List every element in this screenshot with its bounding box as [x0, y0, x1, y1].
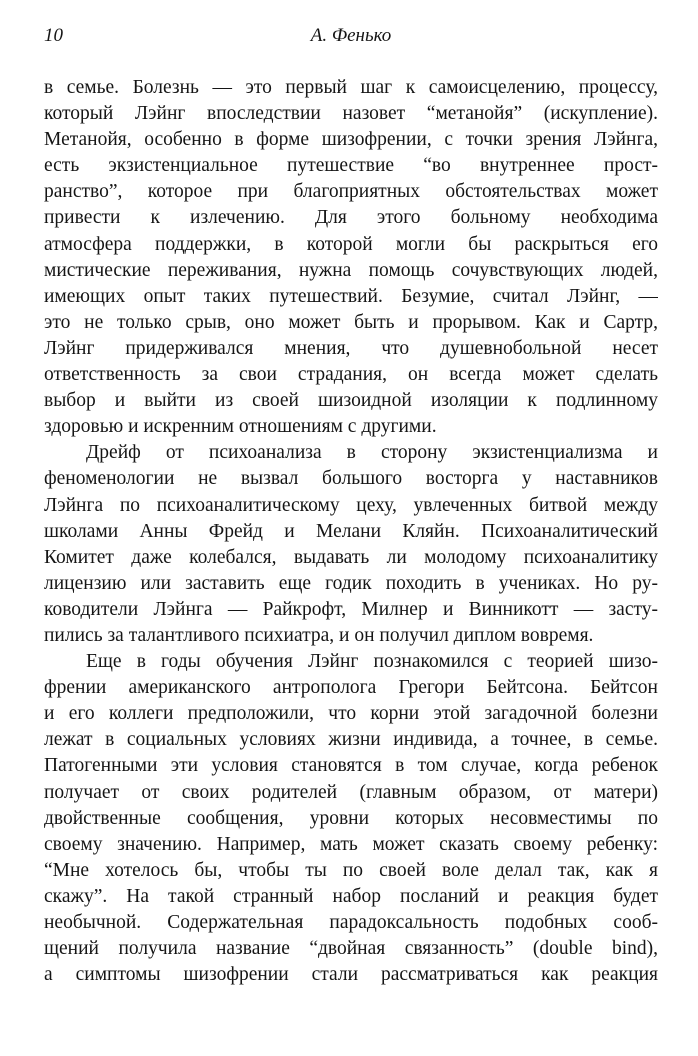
text-line: и его коллеги предположили, что корни этой загадочной болезни: [44, 703, 658, 725]
text-line: двойственные сообщения, уровни которых несовместимы по: [44, 807, 658, 829]
text-line: который Лэйнг впоследствии назовет “метанойя” (искупление).: [44, 103, 658, 125]
paragraph: [44, 440, 658, 649]
text-line: скажу”. На такой странный набор посланий и реакция будет: [44, 885, 658, 907]
text-line: Патогенными эти условия становятся в том случае, когда ребенок: [44, 755, 658, 777]
text-line: получает от своих родителей (главным образом, от матери): [44, 781, 658, 803]
paragraph: [44, 75, 658, 440]
text-line: привести к излечению. Для этого больному необходима: [44, 207, 658, 229]
running-title: А. Фенько: [310, 25, 392, 46]
text-line: Лэйнга по психоаналитическому цеху, увлеченных битвой между: [44, 494, 658, 516]
text-line: лежат в социальных условиях жизни индивида, а точнее, в семье.: [44, 729, 658, 751]
text-line: школами Анны Фрейд и Мелани Кляйн. Психоаналитический: [44, 520, 658, 542]
text-line: своему значению. Например, мать может сказать своему ребенку:: [44, 833, 658, 855]
text-line: а симптомы шизофрении стали рассматриваться как реакция: [44, 964, 658, 986]
text-line: френии американского антрополога Грегори Бейтсона. Бейтсон: [44, 677, 658, 699]
text-line: мистические переживания, нужна помощь сочувствующих людей,: [44, 259, 658, 281]
body-text: [44, 75, 658, 988]
text-line: ответственность за свои страдания, он всегда может сделать: [44, 364, 658, 386]
text-line: Метанойя, особенно в форме шизофрении, с точки зрения Лэйнга,: [44, 129, 658, 151]
text-line: Лэйнг придерживался мнения, что душевнобольной несет: [44, 337, 658, 359]
text-line: выбор и выйти из своей шизоидной изоляции к подлинному: [44, 390, 658, 412]
page-header: [44, 22, 658, 50]
text-line: Еще в годы обучения Лэйнг познакомился с теорией шизо-: [86, 651, 658, 673]
text-line: “Мне хотелось бы, чтобы ты по своей воле делал так, как я: [44, 859, 658, 881]
text-line: щений получила название “двойная связанность” (double bind),: [44, 938, 658, 960]
text-line: Комитет даже колебался, выдавать ли молодому психоаналитику: [44, 546, 658, 568]
text-line: в семье. Болезнь — это первый шаг к самоисцелению, процессу,: [44, 77, 658, 98]
text-line: лицензию или заставить еще годик походить в учениках. Но ру-: [44, 572, 658, 594]
text-line: атмосфера поддержки, в которой могли бы раскрыться его: [44, 233, 658, 255]
paragraph: [44, 649, 658, 988]
text-line: феноменологии не вызвал большого восторга у наставников: [44, 468, 658, 490]
text-line: пились за талантливого психиатра, и он получил диплом вовремя.: [44, 624, 594, 646]
text-line: есть экзистенциальное путешествие “во внутреннее прост-: [44, 155, 658, 177]
text-line: ранство”, которое при благоприятных обстоятельствах может: [44, 181, 658, 203]
text-line: необычной. Содержательная парадоксальность подобных сооб-: [44, 912, 658, 933]
text-line: здоровью и искренним отношениям с другими.: [44, 416, 437, 438]
text-line: ководители Лэйнга — Райкрофт, Милнер и Винникотт — засту-: [44, 598, 658, 620]
text-line: Дрейф от психоанализа в сторону экзистенциализма и: [86, 442, 658, 464]
page-number: 10: [44, 25, 63, 46]
text-line: это не только срыв, оно может быть и прорывом. Как и Сартр,: [44, 311, 658, 333]
text-line: имеющих опыт таких путешествий. Безумие, считал Лэйнг, —: [44, 285, 658, 307]
